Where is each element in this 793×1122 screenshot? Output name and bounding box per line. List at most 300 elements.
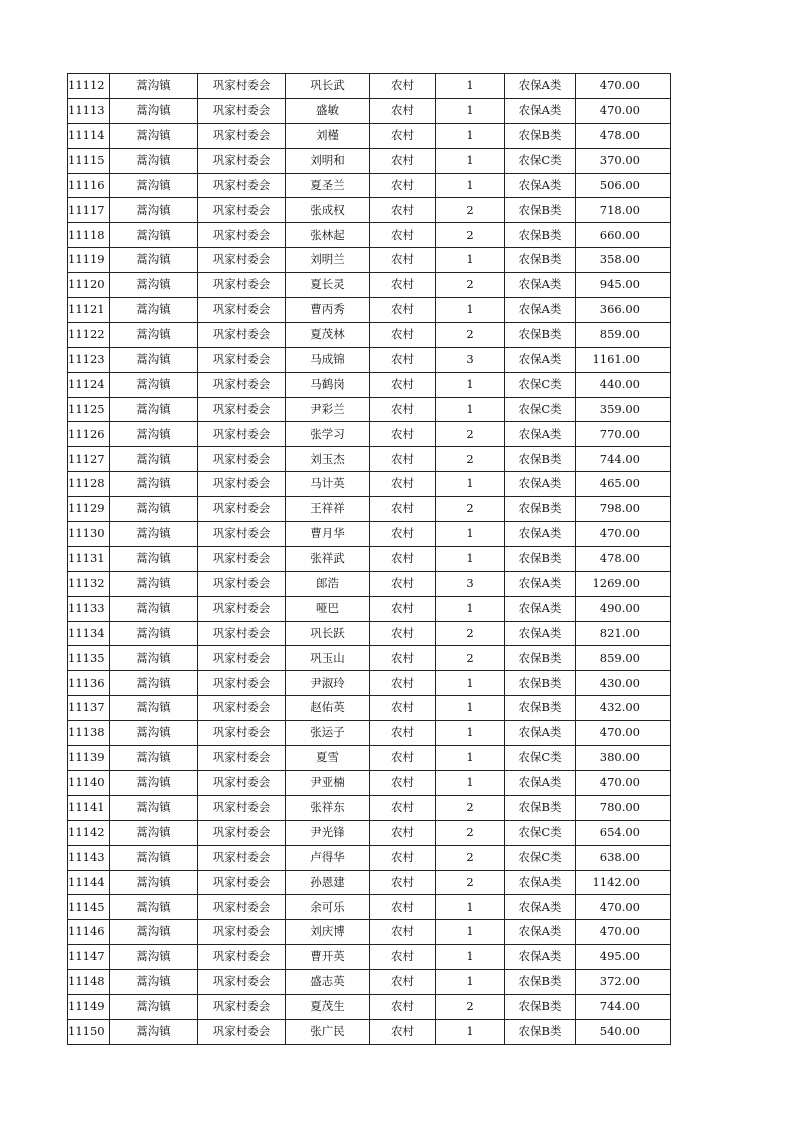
records-body — [68, 74, 671, 1045]
village-committee-cell: 巩家村委会 — [198, 621, 286, 646]
area-type-cell: 农村 — [370, 198, 436, 223]
table-row — [68, 671, 671, 696]
insurance-category-cell: 农保A类 — [505, 173, 576, 198]
household-count-cell: 1 — [436, 248, 505, 273]
table-row — [68, 497, 671, 522]
row-id-cell: 11127 — [68, 447, 110, 472]
row-id-cell: 11114 — [68, 123, 110, 148]
village-committee-cell: 巩家村委会 — [198, 74, 286, 99]
amount-cell: 654.00 — [576, 820, 671, 845]
village-committee-cell: 巩家村委会 — [198, 223, 286, 248]
name-cell: 尹彩兰 — [286, 397, 370, 422]
household-count-cell: 1 — [436, 770, 505, 795]
table-row — [68, 98, 671, 123]
insurance-category-cell: 农保A类 — [505, 770, 576, 795]
town-cell: 蒿沟镇 — [110, 422, 198, 447]
village-committee-cell: 巩家村委会 — [198, 522, 286, 547]
town-cell: 蒿沟镇 — [110, 148, 198, 173]
town-cell: 蒿沟镇 — [110, 472, 198, 497]
insurance-category-cell: 农保B类 — [505, 646, 576, 671]
household-count-cell: 2 — [436, 820, 505, 845]
area-type-cell: 农村 — [370, 248, 436, 273]
area-type-cell: 农村 — [370, 546, 436, 571]
insurance-category-cell: 农保B类 — [505, 497, 576, 522]
row-id-cell: 11117 — [68, 198, 110, 223]
area-type-cell: 农村 — [370, 273, 436, 298]
name-cell: 张运子 — [286, 721, 370, 746]
household-count-cell: 1 — [436, 920, 505, 945]
household-count-cell: 2 — [436, 646, 505, 671]
town-cell: 蒿沟镇 — [110, 546, 198, 571]
town-cell: 蒿沟镇 — [110, 870, 198, 895]
village-committee-cell: 巩家村委会 — [198, 820, 286, 845]
table-row — [68, 546, 671, 571]
name-cell: 张成权 — [286, 198, 370, 223]
village-committee-cell: 巩家村委会 — [198, 173, 286, 198]
village-committee-cell: 巩家村委会 — [198, 1019, 286, 1044]
area-type-cell: 农村 — [370, 322, 436, 347]
amount-cell: 718.00 — [576, 198, 671, 223]
row-id-cell: 11148 — [68, 970, 110, 995]
row-id-cell: 11128 — [68, 472, 110, 497]
table-row — [68, 1019, 671, 1044]
village-committee-cell: 巩家村委会 — [198, 646, 286, 671]
name-cell: 马鹤岗 — [286, 372, 370, 397]
amount-cell: 770.00 — [576, 422, 671, 447]
village-committee-cell: 巩家村委会 — [198, 273, 286, 298]
household-count-cell: 1 — [436, 472, 505, 497]
household-count-cell: 1 — [436, 148, 505, 173]
table-row — [68, 845, 671, 870]
row-id-cell: 11146 — [68, 920, 110, 945]
amount-cell: 798.00 — [576, 497, 671, 522]
row-id-cell: 11118 — [68, 223, 110, 248]
amount-cell: 478.00 — [576, 546, 671, 571]
amount-cell: 1161.00 — [576, 347, 671, 372]
town-cell: 蒿沟镇 — [110, 696, 198, 721]
household-count-cell: 3 — [436, 347, 505, 372]
town-cell: 蒿沟镇 — [110, 173, 198, 198]
name-cell: 马成锦 — [286, 347, 370, 372]
name-cell: 夏茂生 — [286, 994, 370, 1019]
row-id-cell: 11142 — [68, 820, 110, 845]
name-cell: 张学习 — [286, 422, 370, 447]
town-cell: 蒿沟镇 — [110, 820, 198, 845]
household-count-cell: 2 — [436, 994, 505, 1019]
amount-cell: 780.00 — [576, 795, 671, 820]
amount-cell: 495.00 — [576, 945, 671, 970]
table-row — [68, 895, 671, 920]
village-committee-cell: 巩家村委会 — [198, 596, 286, 621]
amount-cell: 821.00 — [576, 621, 671, 646]
village-committee-cell: 巩家村委会 — [198, 696, 286, 721]
row-id-cell: 11123 — [68, 347, 110, 372]
name-cell: 曹月华 — [286, 522, 370, 547]
insurance-category-cell: 农保A类 — [505, 347, 576, 372]
name-cell: 张林起 — [286, 223, 370, 248]
insurance-category-cell: 农保B类 — [505, 970, 576, 995]
name-cell: 郎浩 — [286, 571, 370, 596]
area-type-cell: 农村 — [370, 721, 436, 746]
area-type-cell: 农村 — [370, 994, 436, 1019]
name-cell: 盛志英 — [286, 970, 370, 995]
table-row — [68, 347, 671, 372]
area-type-cell: 农村 — [370, 820, 436, 845]
row-id-cell: 11145 — [68, 895, 110, 920]
row-id-cell: 11140 — [68, 770, 110, 795]
insurance-category-cell: 农保A类 — [505, 895, 576, 920]
village-committee-cell: 巩家村委会 — [198, 98, 286, 123]
amount-cell: 470.00 — [576, 895, 671, 920]
row-id-cell: 11139 — [68, 746, 110, 771]
area-type-cell: 农村 — [370, 746, 436, 771]
area-type-cell: 农村 — [370, 571, 436, 596]
row-id-cell: 11135 — [68, 646, 110, 671]
household-count-cell: 2 — [436, 322, 505, 347]
name-cell: 尹淑玲 — [286, 671, 370, 696]
table-row — [68, 173, 671, 198]
amount-cell: 470.00 — [576, 98, 671, 123]
table-row — [68, 870, 671, 895]
insurance-category-cell: 农保B类 — [505, 223, 576, 248]
row-id-cell: 11112 — [68, 74, 110, 99]
village-committee-cell: 巩家村委会 — [198, 372, 286, 397]
village-committee-cell: 巩家村委会 — [198, 970, 286, 995]
household-count-cell: 1 — [436, 98, 505, 123]
town-cell: 蒿沟镇 — [110, 596, 198, 621]
insurance-category-cell: 农保C类 — [505, 820, 576, 845]
town-cell: 蒿沟镇 — [110, 970, 198, 995]
insurance-category-cell: 农保B类 — [505, 447, 576, 472]
area-type-cell: 农村 — [370, 696, 436, 721]
village-committee-cell: 巩家村委会 — [198, 945, 286, 970]
insurance-category-cell: 农保B类 — [505, 546, 576, 571]
amount-cell: 380.00 — [576, 746, 671, 771]
insurance-category-cell: 农保A类 — [505, 621, 576, 646]
name-cell: 刘明和 — [286, 148, 370, 173]
table-row — [68, 372, 671, 397]
row-id-cell: 11132 — [68, 571, 110, 596]
area-type-cell: 农村 — [370, 497, 436, 522]
amount-cell: 470.00 — [576, 721, 671, 746]
amount-cell: 744.00 — [576, 994, 671, 1019]
row-id-cell: 11129 — [68, 497, 110, 522]
area-type-cell: 农村 — [370, 671, 436, 696]
insurance-category-cell: 农保B类 — [505, 322, 576, 347]
table-row — [68, 74, 671, 99]
village-committee-cell: 巩家村委会 — [198, 472, 286, 497]
household-count-cell: 1 — [436, 945, 505, 970]
insurance-category-cell: 农保A类 — [505, 522, 576, 547]
amount-cell: 432.00 — [576, 696, 671, 721]
row-id-cell: 11150 — [68, 1019, 110, 1044]
table-row — [68, 721, 671, 746]
area-type-cell: 农村 — [370, 472, 436, 497]
insurance-category-cell: 农保C类 — [505, 148, 576, 173]
village-committee-cell: 巩家村委会 — [198, 447, 286, 472]
town-cell: 蒿沟镇 — [110, 895, 198, 920]
row-id-cell: 11125 — [68, 397, 110, 422]
town-cell: 蒿沟镇 — [110, 845, 198, 870]
row-id-cell: 11115 — [68, 148, 110, 173]
table-row — [68, 522, 671, 547]
insurance-category-cell: 农保B类 — [505, 671, 576, 696]
area-type-cell: 农村 — [370, 870, 436, 895]
area-type-cell: 农村 — [370, 522, 436, 547]
village-committee-cell: 巩家村委会 — [198, 920, 286, 945]
household-count-cell: 1 — [436, 895, 505, 920]
town-cell: 蒿沟镇 — [110, 721, 198, 746]
table-row — [68, 795, 671, 820]
area-type-cell: 农村 — [370, 123, 436, 148]
insurance-category-cell: 农保C类 — [505, 746, 576, 771]
town-cell: 蒿沟镇 — [110, 1019, 198, 1044]
table-row — [68, 472, 671, 497]
name-cell: 刘槿 — [286, 123, 370, 148]
name-cell: 巩玉山 — [286, 646, 370, 671]
household-count-cell: 1 — [436, 298, 505, 323]
insurance-category-cell: 农保A类 — [505, 920, 576, 945]
table-row — [68, 820, 671, 845]
row-id-cell: 11134 — [68, 621, 110, 646]
insurance-category-cell: 农保A类 — [505, 596, 576, 621]
insurance-category-cell: 农保B类 — [505, 696, 576, 721]
row-id-cell: 11138 — [68, 721, 110, 746]
name-cell: 尹光锋 — [286, 820, 370, 845]
village-committee-cell: 巩家村委会 — [198, 248, 286, 273]
town-cell: 蒿沟镇 — [110, 223, 198, 248]
name-cell: 盛敏 — [286, 98, 370, 123]
table-row — [68, 322, 671, 347]
household-count-cell: 2 — [436, 422, 505, 447]
town-cell: 蒿沟镇 — [110, 273, 198, 298]
area-type-cell: 农村 — [370, 347, 436, 372]
insurance-category-cell: 农保B类 — [505, 1019, 576, 1044]
table-row — [68, 646, 671, 671]
village-committee-cell: 巩家村委会 — [198, 198, 286, 223]
village-committee-cell: 巩家村委会 — [198, 347, 286, 372]
amount-cell: 478.00 — [576, 123, 671, 148]
area-type-cell: 农村 — [370, 895, 436, 920]
name-cell: 尹亚楠 — [286, 770, 370, 795]
name-cell: 巩长武 — [286, 74, 370, 99]
insurance-category-cell: 农保B类 — [505, 123, 576, 148]
table-row — [68, 945, 671, 970]
row-id-cell: 11133 — [68, 596, 110, 621]
table-row — [68, 596, 671, 621]
insurance-category-cell: 农保C类 — [505, 397, 576, 422]
household-count-cell: 2 — [436, 223, 505, 248]
row-id-cell: 11116 — [68, 173, 110, 198]
village-committee-cell: 巩家村委会 — [198, 546, 286, 571]
name-cell: 张祥东 — [286, 795, 370, 820]
town-cell: 蒿沟镇 — [110, 621, 198, 646]
row-id-cell: 11144 — [68, 870, 110, 895]
area-type-cell: 农村 — [370, 372, 436, 397]
amount-cell: 359.00 — [576, 397, 671, 422]
name-cell: 卢得华 — [286, 845, 370, 870]
table-row — [68, 696, 671, 721]
village-committee-cell: 巩家村委会 — [198, 746, 286, 771]
row-id-cell: 11126 — [68, 422, 110, 447]
household-count-cell: 2 — [436, 198, 505, 223]
amount-cell: 470.00 — [576, 74, 671, 99]
table-row — [68, 223, 671, 248]
household-count-cell: 1 — [436, 1019, 505, 1044]
area-type-cell: 农村 — [370, 770, 436, 795]
area-type-cell: 农村 — [370, 223, 436, 248]
town-cell: 蒿沟镇 — [110, 372, 198, 397]
amount-cell: 540.00 — [576, 1019, 671, 1044]
name-cell: 夏圣兰 — [286, 173, 370, 198]
row-id-cell: 11131 — [68, 546, 110, 571]
insurance-category-cell: 农保A类 — [505, 74, 576, 99]
household-count-cell: 2 — [436, 273, 505, 298]
insurance-category-cell: 农保A类 — [505, 273, 576, 298]
row-id-cell: 11119 — [68, 248, 110, 273]
row-id-cell: 11130 — [68, 522, 110, 547]
table-row — [68, 746, 671, 771]
household-count-cell: 2 — [436, 795, 505, 820]
town-cell: 蒿沟镇 — [110, 746, 198, 771]
row-id-cell: 11124 — [68, 372, 110, 397]
row-id-cell: 11113 — [68, 98, 110, 123]
amount-cell: 358.00 — [576, 248, 671, 273]
household-count-cell: 1 — [436, 696, 505, 721]
household-count-cell: 1 — [436, 671, 505, 696]
row-id-cell: 11122 — [68, 322, 110, 347]
table-row — [68, 123, 671, 148]
area-type-cell: 农村 — [370, 970, 436, 995]
town-cell: 蒿沟镇 — [110, 571, 198, 596]
name-cell: 王祥祥 — [286, 497, 370, 522]
household-count-cell: 3 — [436, 571, 505, 596]
amount-cell: 945.00 — [576, 273, 671, 298]
village-committee-cell: 巩家村委会 — [198, 721, 286, 746]
insurance-category-cell: 农保C类 — [505, 372, 576, 397]
amount-cell: 1142.00 — [576, 870, 671, 895]
village-committee-cell: 巩家村委会 — [198, 422, 286, 447]
town-cell: 蒿沟镇 — [110, 646, 198, 671]
amount-cell: 859.00 — [576, 646, 671, 671]
amount-cell: 506.00 — [576, 173, 671, 198]
area-type-cell: 农村 — [370, 98, 436, 123]
town-cell: 蒿沟镇 — [110, 497, 198, 522]
area-type-cell: 农村 — [370, 74, 436, 99]
table-row — [68, 447, 671, 472]
village-committee-cell: 巩家村委会 — [198, 994, 286, 1019]
insurance-category-cell: 农保A类 — [505, 472, 576, 497]
household-count-cell: 1 — [436, 746, 505, 771]
insurance-category-cell: 农保A类 — [505, 870, 576, 895]
village-committee-cell: 巩家村委会 — [198, 671, 286, 696]
insurance-category-cell: 农保A类 — [505, 422, 576, 447]
area-type-cell: 农村 — [370, 1019, 436, 1044]
insurance-category-cell: 农保B类 — [505, 198, 576, 223]
table-row — [68, 198, 671, 223]
area-type-cell: 农村 — [370, 646, 436, 671]
town-cell: 蒿沟镇 — [110, 945, 198, 970]
town-cell: 蒿沟镇 — [110, 123, 198, 148]
name-cell: 夏雪 — [286, 746, 370, 771]
area-type-cell: 农村 — [370, 945, 436, 970]
area-type-cell: 农村 — [370, 298, 436, 323]
village-committee-cell: 巩家村委会 — [198, 148, 286, 173]
area-type-cell: 农村 — [370, 422, 436, 447]
amount-cell: 490.00 — [576, 596, 671, 621]
town-cell: 蒿沟镇 — [110, 770, 198, 795]
area-type-cell: 农村 — [370, 173, 436, 198]
area-type-cell: 农村 — [370, 621, 436, 646]
household-count-cell: 1 — [436, 397, 505, 422]
amount-cell: 470.00 — [576, 920, 671, 945]
household-count-cell: 1 — [436, 596, 505, 621]
amount-cell: 366.00 — [576, 298, 671, 323]
table-row — [68, 770, 671, 795]
town-cell: 蒿沟镇 — [110, 322, 198, 347]
village-committee-cell: 巩家村委会 — [198, 795, 286, 820]
household-count-cell: 1 — [436, 372, 505, 397]
name-cell: 孙恩建 — [286, 870, 370, 895]
town-cell: 蒿沟镇 — [110, 994, 198, 1019]
insurance-category-cell: 农保A类 — [505, 298, 576, 323]
amount-cell: 470.00 — [576, 522, 671, 547]
name-cell: 夏长灵 — [286, 273, 370, 298]
row-id-cell: 11136 — [68, 671, 110, 696]
town-cell: 蒿沟镇 — [110, 671, 198, 696]
insurance-category-cell: 农保B类 — [505, 795, 576, 820]
village-committee-cell: 巩家村委会 — [198, 571, 286, 596]
amount-cell: 430.00 — [576, 671, 671, 696]
village-committee-cell: 巩家村委会 — [198, 895, 286, 920]
name-cell: 刘庆博 — [286, 920, 370, 945]
town-cell: 蒿沟镇 — [110, 74, 198, 99]
insurance-category-cell: 农保A类 — [505, 98, 576, 123]
area-type-cell: 农村 — [370, 795, 436, 820]
area-type-cell: 农村 — [370, 148, 436, 173]
amount-cell: 859.00 — [576, 322, 671, 347]
name-cell: 曹丙秀 — [286, 298, 370, 323]
town-cell: 蒿沟镇 — [110, 98, 198, 123]
name-cell: 刘玉杰 — [286, 447, 370, 472]
row-id-cell: 11137 — [68, 696, 110, 721]
amount-cell: 470.00 — [576, 770, 671, 795]
village-committee-cell: 巩家村委会 — [198, 870, 286, 895]
row-id-cell: 11141 — [68, 795, 110, 820]
row-id-cell: 11143 — [68, 845, 110, 870]
name-cell: 夏茂林 — [286, 322, 370, 347]
amount-cell: 660.00 — [576, 223, 671, 248]
name-cell: 巩长跃 — [286, 621, 370, 646]
area-type-cell: 农村 — [370, 397, 436, 422]
village-committee-cell: 巩家村委会 — [198, 123, 286, 148]
town-cell: 蒿沟镇 — [110, 522, 198, 547]
amount-cell: 1269.00 — [576, 571, 671, 596]
amount-cell: 370.00 — [576, 148, 671, 173]
household-count-cell: 1 — [436, 970, 505, 995]
household-count-cell: 1 — [436, 173, 505, 198]
row-id-cell: 11121 — [68, 298, 110, 323]
records-table — [67, 73, 671, 1045]
household-count-cell: 1 — [436, 123, 505, 148]
table-row — [68, 298, 671, 323]
household-count-cell: 2 — [436, 621, 505, 646]
town-cell: 蒿沟镇 — [110, 347, 198, 372]
amount-cell: 638.00 — [576, 845, 671, 870]
area-type-cell: 农村 — [370, 447, 436, 472]
table-row — [68, 920, 671, 945]
village-committee-cell: 巩家村委会 — [198, 497, 286, 522]
